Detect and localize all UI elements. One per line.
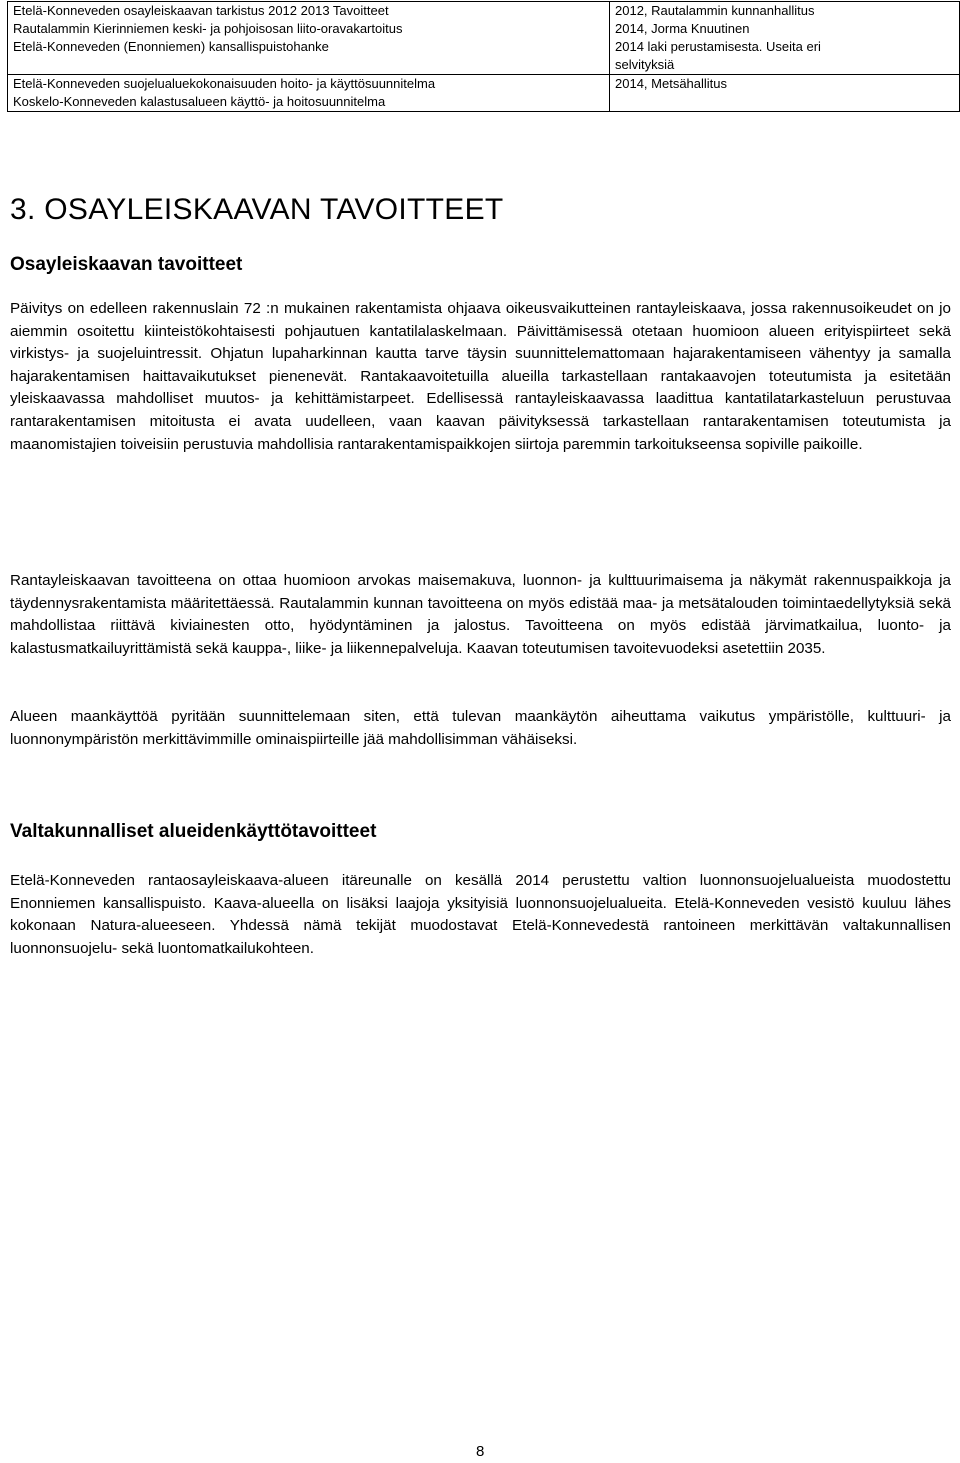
- paragraph: Alueen maankäyttöä pyritään suunnittelemaan siten, että tulevan maankäytön aiheuttama vaikutus ympäristölle, kulttuuri- ja luonnonympäristön merkittävimmille ominaispiirteille jää mahdollisimman vähäiseksi.: [10, 708, 951, 748]
- document-cell: [8, 75, 610, 112]
- references-table: [7, 1, 960, 112]
- document-line: Koskelo-Konneveden kalastusalueen käyttö- ja hoitosuunnitelma: [13, 94, 386, 109]
- subheading-objectives: Osayleiskaavan tavoitteet: [10, 254, 243, 275]
- source-cell: [610, 75, 960, 112]
- references-table-row: [8, 2, 960, 75]
- section-heading: 3. OSAYLEISKAAVAN TAVOITTEET: [10, 193, 504, 226]
- subheading-national-objectives: Valtakunnalliset alueidenkäyttötavoitteet: [10, 821, 377, 842]
- paragraph: Rantayleiskaavan tavoitteena on ottaa huomioon arvokas maisemakuva, luonnon- ja kulttuurimaisema ja näkymät rakennuspaikkoja ja täydennysrakentamista määritettäessä. Rautalammin kunnan tavoitteena on myös edistää maa- ja metsätalouden toimintaedellytyksiä sekä mahdollistaa riittävä kiviainesten otto, hyödyntäminen ja jalostus. Tavoitteena on myös edistää järvimatkailua, luonto- ja kalastusmatkailuyrittämistä sekä kauppa-, liike- ja liikennepalveluja. Kaavan toteutumisen tavoitevuodeksi asetettiin 2035.: [10, 572, 951, 657]
- source-cell: [610, 2, 960, 75]
- document-line: Etelä-Konneveden osayleiskaavan tarkistus 2012 2013 Tavoitteet: [13, 3, 389, 18]
- document-line: Rautalammin Kierinniemen keski- ja pohjoisosan liito-oravakartoitus: [13, 21, 403, 36]
- source-line: 2014, Metsähallitus: [615, 76, 728, 91]
- source-line: 2014 laki perustamisesta. Useita eri selvityksiä: [615, 39, 821, 72]
- page-number: 8: [476, 1443, 485, 1460]
- source-line: 2014, Jorma Knuutinen: [615, 21, 750, 36]
- paragraph: Päivitys on edelleen rakennuslain 72 :n mukainen rakentamista ohjaava oikeusvaikutteinen rantayleiskaava, jossa rakennusoikeudet on jo aiemmin osoitettu kiinteistökohtaisesti pohjautuen kantatilalaskelmaan. Päivittämisessä otetaan huomioon alueen erityispiirteet sekä virkistys- ja suojeluintressit. Ohjatun lupaharkinnan kautta tarve täysin suunnittelemattomaan hajarakentamiseen vähentyy ja samalla hajarakentamisen haittavaikutukset pienenevät. Rantakaavoitetuilla alueilla tarkastellaan rantakaavojen toteutumista ja esitetään yleiskaavassa mahdolliset muutos- ja kehittämistarpeet. Edellisessä rantayleiskaavassa laadittua kantatilatarkasteluun perustuvaa rantarakentamisen mitoitusta ei avata uudelleen, vaan kaavan päivityksessä tarkastellaan rantarakentamisen toteutumista ja maanomistajien toiveisiin perustuvia mahdollisia rantarakentamispaikkojen siirtoja paremmin tarkoitukseensa sopiville paikoille.: [10, 300, 951, 453]
- references-table-row: [8, 75, 960, 112]
- document-line: Etelä-Konneveden (Enonniemen) kansallispuistohanke: [13, 39, 329, 54]
- document-line: Etelä-Konneveden suojelualuekokonaisuuden hoito- ja käyttösuunnitelma: [13, 76, 436, 91]
- source-line: 2012, Rautalammin kunnanhallitus: [615, 3, 815, 18]
- document-cell: [8, 2, 610, 75]
- paragraph: Etelä-Konneveden rantaosayleiskaava-alueen itäreunalle on kesällä 2014 perustettu valtion luonnonsuojelualueista muodostettu Enonniemen kansallispuisto. Kaava-alueella on lisäksi laajoja yksityisiä luonnonsuojelualueita. Etelä-Konneveden vesistö kuuluu lähes kokonaan Natura-alueeseen. Yhdessä nämä tekijät muodostavat Etelä-Konnevedestä rantoineen merkittävän valtakunnallisen luonnonsuojelu- sekä luontomatkailukohteen.: [10, 872, 951, 957]
